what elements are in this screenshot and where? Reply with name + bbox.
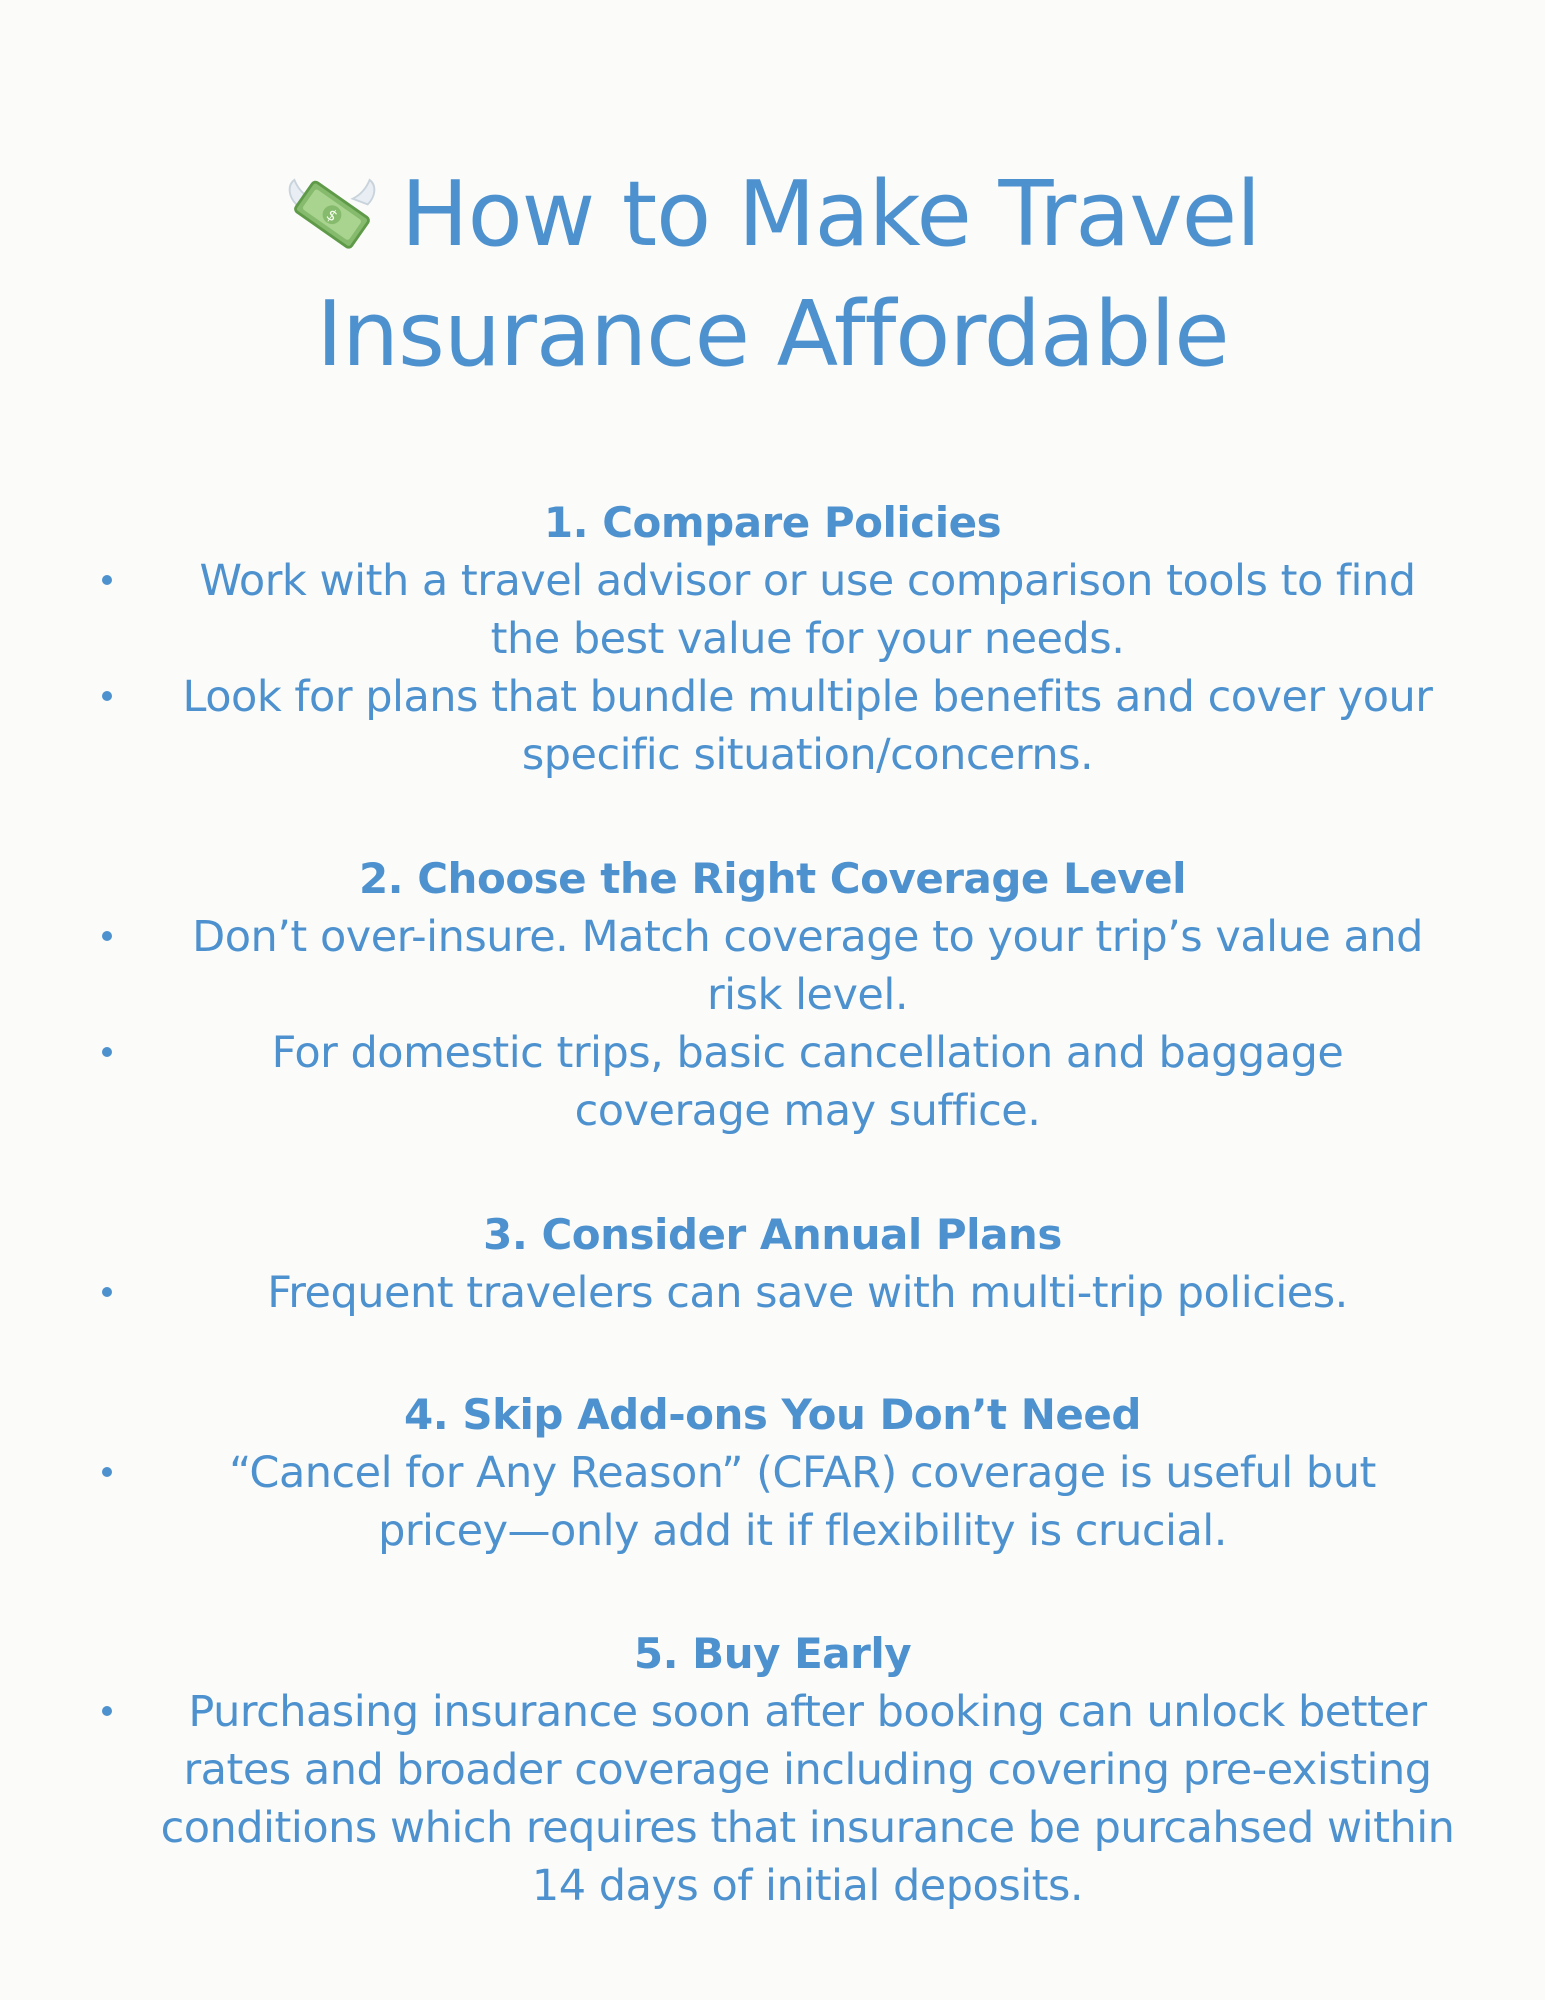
section-annual-plans	[90, 1206, 1455, 1322]
title-line-1	[140, 155, 1405, 275]
section-compare-policies	[90, 494, 1455, 784]
list-item	[90, 668, 1455, 784]
page-title	[140, 155, 1405, 395]
list-item-text: Look for plans that bundle multiple benefits and cover your specific situation/concerns.	[182, 672, 1433, 780]
money-with-wings-icon	[285, 163, 379, 257]
section-skip-add-ons	[90, 1386, 1455, 1560]
list-item-text: “Cancel for Any Reason” (CFAR) coverage is useful but pricey—only add it if flexibility is crucial.	[229, 1448, 1376, 1556]
list-item	[90, 552, 1455, 668]
section-heading: 1. Compare Policies	[543, 498, 1002, 547]
list-item	[90, 1024, 1455, 1140]
bullet-dot	[102, 1706, 112, 1716]
list-item	[90, 1264, 1455, 1322]
bullet-dot	[102, 1467, 112, 1477]
section-buy-early	[90, 1625, 1455, 1915]
list-item	[90, 908, 1455, 1024]
title-text-line-2: Insurance Affordable	[316, 282, 1229, 387]
bullet-dot	[102, 1047, 112, 1057]
title-text-line-1: How to Make Travel	[400, 162, 1261, 267]
list-item	[90, 1444, 1455, 1560]
list-item-text: Frequent travelers can save with multi-trip policies.	[267, 1268, 1348, 1318]
section-heading: 4. Skip Add-ons You Don’t Need	[404, 1390, 1141, 1439]
section-heading: 2. Choose the Right Coverage Level	[358, 854, 1187, 903]
list-item-text: Purchasing insurance soon after booking can unlock better rates and broader coverage including covering pre-existing conditions which requires that insurance be purcahsed within 14 days of initial deposits.	[160, 1687, 1455, 1911]
bullet-dot	[102, 931, 112, 941]
list-item-text: Don’t over-insure. Match coverage to your trip’s value and risk level.	[192, 912, 1423, 1020]
section-choose-coverage-level	[90, 850, 1455, 1140]
list-item	[90, 1683, 1455, 1915]
bullet-dot	[102, 691, 112, 701]
bullet-dot	[102, 1287, 112, 1297]
section-heading: 3. Consider Annual Plans	[483, 1210, 1062, 1259]
svg-text:$: $	[322, 205, 341, 226]
bullet-dot	[102, 575, 112, 585]
section-heading: 5. Buy Early	[633, 1629, 912, 1678]
list-item-text: For domestic trips, basic cancellation and baggage coverage may suffice.	[271, 1028, 1344, 1136]
list-item-text: Work with a travel advisor or use comparison tools to find the best value for your needs.	[199, 556, 1416, 664]
